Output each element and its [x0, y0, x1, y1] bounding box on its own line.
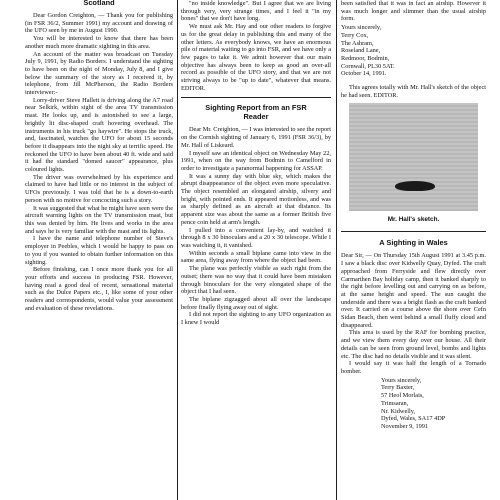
- signature-line: Redmoor, Bodmin,: [341, 54, 390, 62]
- paragraph: Dear Sir, — On Thursday 15th August 1991 at 3.45 p.m. I saw a black disc over Kidwelly Quay, Dyfed. The craft approached from Ferryside and flew directly over Carmarthen Bay holiday camp, then it banked sharply to the right before levelling out and carrying on as before, at the same height and speed. The sun caught the underside and there was a bright flash as the craft banked over. It carried on a course above the shore over Cefn Sidan Beach, then went behind a small fluffy cloud and disappeared.: [341, 252, 486, 329]
- paragraph: Dear Mr. Creighton, — I was interested to see the report on the Cornish sighting of January 6, 1991 (FSR 36/3), by Mr. Hall of Liskeard.: [181, 126, 331, 149]
- editor-reply: [181, 0, 331, 92]
- paragraph: The plane was perfectly visible as such right from the outset; there was no way that it could have been mistaken through binoculars for the very elongated shape of the object that I had seen.: [181, 265, 331, 296]
- signature-line: Dyfed, Wales, SA17 4DP: [381, 415, 446, 423]
- paragraph: The driver was overwhelmed by his experience and claimed to have had little or no interest in the subject of UFOs previously. I was told that he is a down-to-earth person with no motive for concocting such a story.: [25, 173, 173, 204]
- column-1: [25, 0, 173, 500]
- paragraph: I did not report the sighting to any UFO organization as I knew I would: [181, 311, 331, 327]
- signature-line: Roseland Lane,: [341, 47, 381, 55]
- signature-line: October 14, 1991.: [341, 70, 387, 78]
- signature-line: Terry Cox,: [341, 31, 369, 39]
- signature-line: Cornwall, PL30 5AT.: [341, 62, 395, 70]
- section-heading-fsr-reader: Sighting Report from an FSR Reader: [205, 103, 307, 122]
- signature-line: Yours sincerely,: [381, 376, 422, 384]
- letter-body-wales: [341, 252, 486, 375]
- paragraph: It was suggested that what he might have seen were the aircraft warning lights on the TV transmission mast, but this was denied by him. He lives and works in the area and says he is very familiar with the mast and its lights.: [25, 204, 173, 235]
- signature-block-2: [341, 377, 486, 431]
- signature-line: 57 Heol Morlais,: [381, 392, 424, 400]
- signature-line: Yours sincerely,: [341, 24, 382, 32]
- paragraph: Within seconds a small biplane came into view in the same area, flying away from where the object had been.: [181, 249, 331, 265]
- sketch-object: [395, 181, 435, 191]
- paragraph: Lorry-driver Steve Hallett is driving along the A7 road near Selkirk, within sight of the area TV transmission mast. He looks up, and is astonished to see a large, brightly lit disc-shaped craft hovering overhead. The instruments in his truck "go haywire". He stops the truck, and, fascinated, watches the UFO for about 15 seconds before it disappears into the night sky at terrific speed. He reckoned the UFO to have been about 40 ft. wide and said it had the standard "domed saucer" appearance, plus coloured lights.: [25, 96, 173, 174]
- signature-line: Nr. Kidwelly,: [381, 407, 416, 415]
- paragraph: This area is used by the RAF for bombing practice, and we view them every day over our house. All their details can be seen from ground level, bombs and lights etc. The disc had no details visible and it was silent.: [341, 329, 486, 360]
- section-divider-2: [341, 231, 486, 232]
- paragraph: been satisfied that it was in fact an airship. However it was much longer and slimmer than the usual airship form.: [341, 0, 486, 23]
- paragraph: The biplane zigzagged about all over the landscape before finally flying away out of sight.: [181, 295, 331, 311]
- section-divider: [181, 97, 331, 98]
- sketch-image: [349, 103, 478, 211]
- paragraph: It was a sunny day with blue sky, which makes the abrupt disappearance of the object even more speculative. The object resembled an elongated airship, silvery and bright, with pointed ends. It appeared motionless, and was as sharply defined as an aircraft at that distance. Its apparent size was about the same as a former British five pence coin held at arm's length.: [181, 172, 331, 226]
- letter-continuation: [341, 0, 486, 23]
- paragraph: I would say it was half the length of a Tornado bomber.: [341, 360, 486, 375]
- letter-body-fsr-reader: [181, 126, 331, 326]
- letter-body-scotland: [25, 12, 173, 312]
- section-heading-scotland: Scotland: [83, 0, 115, 7]
- paragraph: We must ask Mr. Hay and our other readers to forgive us for the great delay in publishing this and many of the other letters. As everybody knows, we have an enormous pile of material waiting to go into FSR, and we have only a few pages to take it. We admit however that our main objective has always been to keep as good an over-all record as possible of the UFO story, and that we are not striving always to be "up to date", whatever that means. EDITOR.: [181, 23, 331, 92]
- editor-note: This agrees totally with Mr. Hall's sketch of the object he had seen. EDITOR.: [341, 84, 486, 99]
- signature-line: Terry Baxter,: [381, 384, 415, 392]
- paragraph: Before finishing, can I once more thank you for all your efforts and success in producing FSR. However, having read a good deal of recent, sensational material such as the Dulce Papers etc., I, like some of your other readers and correspondents, would value your assessment and evaluation of these revelations.: [25, 266, 173, 312]
- paragraph: I myself saw an identical object on Wednesday May 22, 1991, when on the way from Bodmin to Camelford in order to investigate a paranormal happening for ASSAP.: [181, 149, 331, 172]
- paragraph: I pulled into a convenient lay-by, and watched it through 8 x 30 binoculars and a 20 x 30 telescope. While I was watching it, it vanished.: [181, 226, 331, 249]
- signature-block-1: [341, 24, 486, 78]
- column-divider-1: [177, 0, 178, 500]
- column-divider-2: [336, 0, 337, 500]
- paragraph: "no inside knowledge". But I agree that we are living through very, very strange times, and I feel it "in my bones" that we don't have long.: [181, 0, 331, 23]
- column-3: [341, 0, 486, 500]
- column-2: [181, 0, 331, 500]
- sketch-sky: [349, 103, 478, 211]
- signature-line: The Ashram,: [341, 39, 374, 47]
- paragraph: You will be interested to know that there has been another much more dramatic sighting in this area.: [25, 35, 173, 50]
- section-heading-wales: A Sighting in Wales: [379, 238, 448, 248]
- paragraph: I have the name and telephone number of Steve's employer in Peebles, which I would be happy to pass on to you if you wanted to obtain further information on this sighting.: [25, 235, 173, 266]
- signature-line: November 9, 1991: [381, 422, 429, 430]
- signature-line: Trimsaran,: [381, 399, 409, 407]
- paragraph: An account of the matter was broadcast on Tuesday July 9, 1991, by Radio Borders. I understand the sighting to have been on the night of Monday, July 8, and I give below the summary of the story as I received it, by telephone, from Jill McPherson, the Radio Borders interviewer:-: [25, 50, 173, 97]
- paragraph: Dear Gordon Creighton, — Thank you for publishing (in FSR 36/2, Summer 1991) my account and drawing of the UFO seen by me in August 1990.: [25, 12, 173, 35]
- sketch-caption: Mr. Hall's sketch.: [387, 216, 440, 224]
